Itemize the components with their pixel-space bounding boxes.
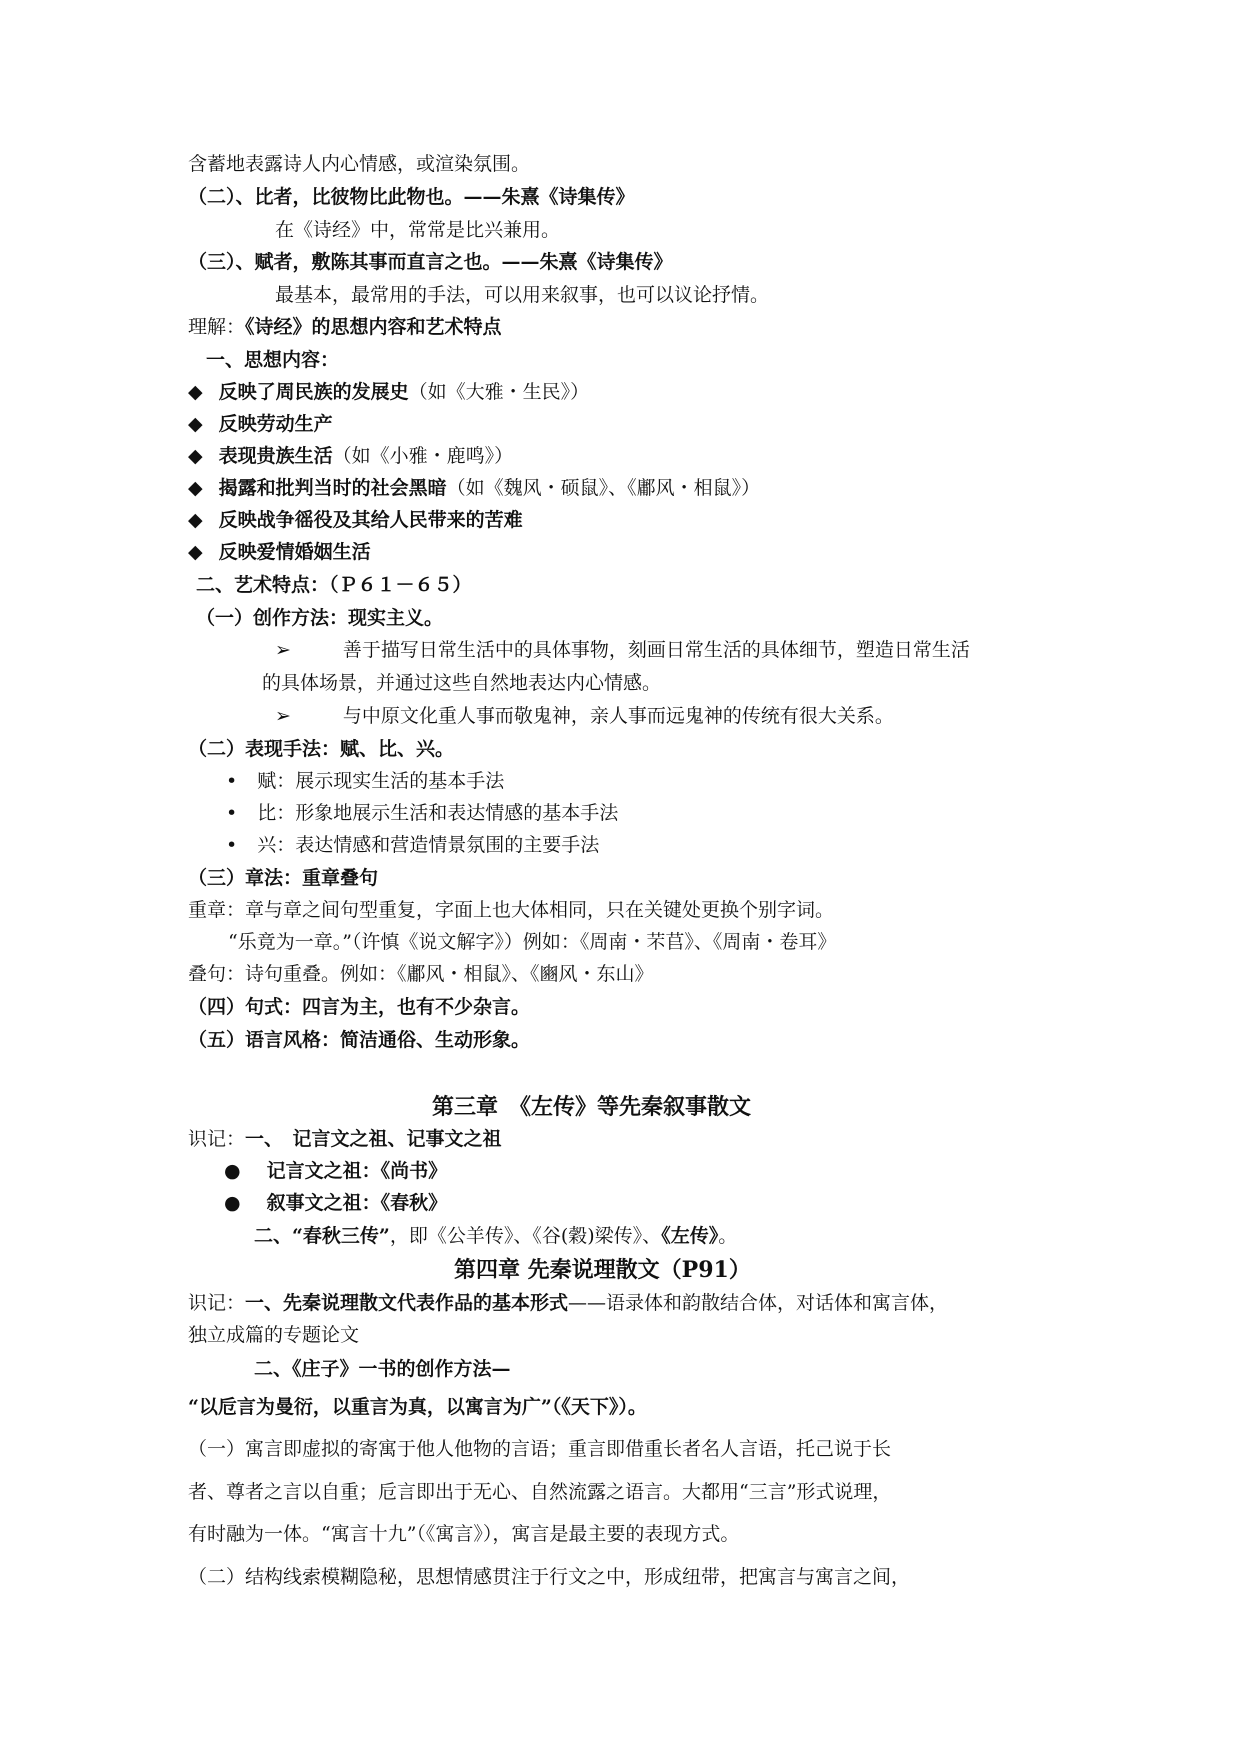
list-item [226,769,504,793]
text-line: “乐竟为一章。”（许慎《说文解字》）例如：《周南・芣苢》、《周南・卷耳》 [228,931,837,953]
text-line: 独立成篇的专题论文 [188,1324,360,1346]
text-line: 最基本，最常用的手法，可以用来叙事，也可以议论抒情。 [275,284,770,306]
list-item [275,638,970,662]
paragraph-line: （二）结构线索模糊隐秘，思想情感贯注于行文之中，形成纽带，把寓言与寓言之间， [188,1566,911,1588]
list-item [275,704,894,728]
label-understand: 理解： [188,316,246,338]
list-item [188,380,589,404]
text-line: （二）、比者，比彼物比此物也。——朱熹《诗集传》 [188,186,635,208]
list-item [226,801,618,825]
list-item [188,412,333,436]
item-text: 反映劳动生产 [218,413,333,435]
section-title: 《诗经》的思想内容和艺术特点 [245,316,502,338]
item-text: 记言文之祖：《尚书》 [266,1160,448,1182]
item-text: 揭露和批判当时的社会黑暗 [218,477,447,499]
subsection-heading: （五）语言风格：简洁通俗、生动形象。 [188,1029,531,1051]
circle-bullet-icon: ● [224,1160,241,1182]
diamond-bullet-icon: ◆ [188,381,203,403]
item-text: 叙事文之祖：《春秋》 [266,1192,448,1214]
list-item [224,1159,447,1183]
text-line [254,1224,737,1248]
chapter-title: 第三章 《左传》等先秦叙事散文 [432,1094,752,1120]
text-line: 在《诗经》中，常常是比兴兼用。 [275,219,561,241]
section-heading: 二、《庄子》一书的创作方法— [254,1358,511,1380]
item-text: ，即《公羊传》、《谷(穀)梁传》、 [389,1225,662,1247]
item-text: 与中原文化重人事而敬鬼神，亲人事而远鬼神的传统有很大关系。 [342,705,894,727]
paragraph-line: 者、尊者之言以自重；卮言即出于无心、自然流露之语言。大都用“三言”形式说理， [188,1481,892,1503]
dot-bullet-icon: • [226,834,238,856]
section-heading: 一、思想内容： [206,349,340,371]
text-line: 叠句：诗句重叠。例如：《鄘风・相鼠》、《豳风・东山》 [188,963,654,985]
diamond-bullet-icon: ◆ [188,477,203,499]
item-text: ——语录体和韵散结合体，对话体和寓言体， [568,1292,949,1314]
item-text: 一、先秦说理散文代表作品的基本形式 [245,1292,569,1314]
section-heading: 二、艺术特点：（Ｐ６１－６５） [196,574,472,596]
item-text: 兴：表达情感和营造情景氛围的主要手法 [257,834,600,856]
item-text: 《左传》 [661,1225,719,1247]
circle-bullet-icon: ● [224,1192,241,1214]
paragraph-line: （一）寓言即虚拟的寄寓于他人他物的言语；重言即借重长者名人言语，托己说于长 [188,1438,892,1460]
item-text: 反映战争徭役及其给人民带来的苦难 [218,509,523,531]
item-text: 反映了周民族的发展史 [218,381,409,403]
subsection-heading: （三）章法：重章叠句 [188,867,379,889]
item-text: 善于描写日常生活中的具体事物，刻画日常生活的具体细节，塑造日常生活 [342,639,970,661]
item-text: 。 [718,1225,738,1247]
item-text: 表现贵族生活 [218,445,333,467]
list-item [224,1191,447,1215]
dot-bullet-icon: • [226,770,238,792]
quote-line: “以卮言为曼衍，以重言为真，以寓言为广”（《天下》）。 [188,1396,647,1418]
list-item [226,833,599,857]
label-memorize: 识记： [188,1128,246,1150]
label-memorize: 识记： [188,1292,246,1314]
item-text: 二、“春秋三传” [254,1225,390,1247]
diamond-bullet-icon: ◆ [188,413,203,435]
diamond-bullet-icon: ◆ [188,445,203,467]
subsection-heading: （一）创作方法：现实主义。 [196,607,444,629]
item-note: （如《大雅・生民》） [408,381,590,403]
text-line [188,315,502,339]
list-item [188,476,760,500]
chapter-title: 第四章 先秦说理散文（P91） [454,1257,751,1283]
text-line: 的具体场景，并通过这些自然地表达内心情感。 [262,672,662,694]
arrow-bullet-icon: ➢ [275,705,291,727]
text-line [188,1291,948,1315]
subsection-heading: （二）表现手法：赋、比、兴。 [188,738,455,760]
text-line: 含蓄地表露诗人内心情感，或渲染氛围。 [188,153,531,175]
list-item [188,508,523,532]
item-note: （如《魏风・硕鼠》、《鄘风・相鼠》） [446,477,761,499]
arrow-bullet-icon: ➢ [275,639,291,661]
dot-bullet-icon: • [226,802,238,824]
item-text: 反映爱情婚姻生活 [218,541,371,563]
item-text: 赋：展示现实生活的基本手法 [257,770,505,792]
paragraph-line: 有时融为一体。“寓言十九”（《寓言》），寓言是最主要的表现方式。 [188,1523,740,1545]
text-line: （三）、赋者，敷陈其事而直言之也。——朱熹《诗集传》 [188,251,673,273]
list-item [188,540,371,564]
item-text: 比：形象地展示生活和表达情感的基本手法 [257,802,619,824]
item-text: 一、 记言文之祖、记事文之祖 [245,1128,502,1150]
diamond-bullet-icon: ◆ [188,541,203,563]
list-item [188,444,513,468]
subsection-heading: （四）句式：四言为主，也有不少杂言。 [188,996,531,1018]
diamond-bullet-icon: ◆ [188,509,203,531]
item-note: （如《小雅・鹿鸣》） [332,445,514,467]
text-line: 重章：章与章之间句型重复，字面上也大体相同，只在关键处更换个别字词。 [188,899,835,921]
text-line [188,1127,502,1151]
